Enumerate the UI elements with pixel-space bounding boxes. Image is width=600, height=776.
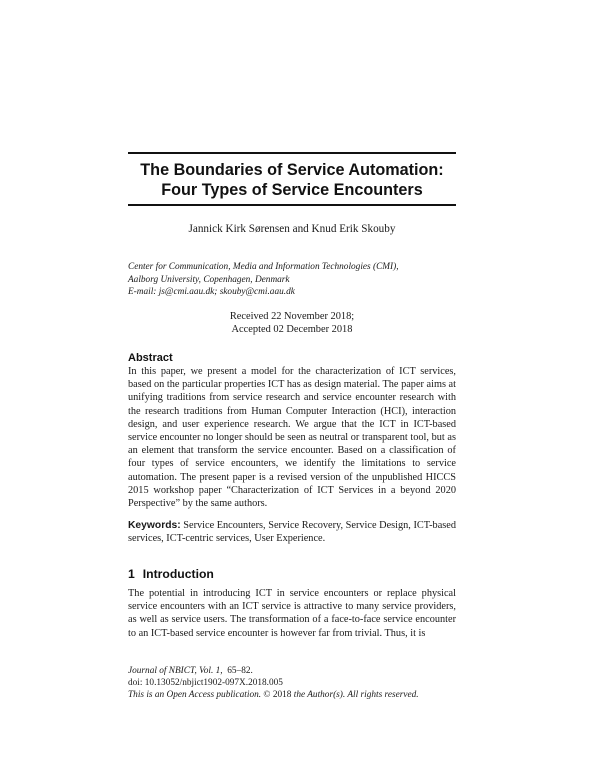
authors: Jannick Kirk Sørensen and Knud Erik Skouby — [188, 223, 396, 235]
affiliation-line-1: Center for Communication, Media and Information Technologies (CMI), — [128, 262, 399, 272]
keywords — [128, 519, 456, 545]
copyright-symbol: © — [263, 690, 271, 700]
license-text: This is an Open Access publication. — [128, 690, 262, 700]
title-top-rule — [128, 152, 456, 154]
affiliation — [128, 261, 458, 299]
section-number: 1 — [128, 567, 135, 581]
title-line-1: The Boundaries of Service Automation: — [140, 161, 444, 179]
paper-title — [128, 160, 456, 200]
introduction-body — [128, 587, 456, 640]
title-line-2: Four Types of Service Encounters — [161, 181, 423, 199]
introduction-heading — [128, 567, 214, 581]
introduction-text: The potential in introducing ICT in service encounters or replace physical service encounters with an ICT service is attractive to many service providers, as well as service users. The transformation of a face-to-face service encounter to an ICT-based service encounter is however far from trivial. Thus, it is — [128, 588, 456, 639]
rights-text: the Author(s). All rights reserved. — [293, 690, 419, 700]
affiliation-line-2: Aalborg University, Copenhagen, Denmark — [128, 274, 290, 285]
copyright-year: 2018 — [272, 690, 292, 700]
received-date: Received 22 November 2018; — [229, 311, 355, 322]
keywords-text: Service Encounters, Service Recovery, Service Design, ICT-based services, ICT-centric services, User Experience. — [128, 520, 456, 545]
affiliation-email: E-mail: js@cmi.aau.dk; skouby@cmi.aau.dk — [128, 287, 295, 297]
keywords-label: Keywords: — [128, 520, 181, 531]
accepted-date: Accepted 02 December 2018 — [231, 324, 353, 335]
page-footer — [128, 665, 458, 701]
section-title: Introduction — [142, 567, 214, 581]
submission-dates — [128, 310, 456, 336]
abstract-body — [128, 365, 456, 510]
doi: doi: 10.13052/nbjict1902-097X.2018.005 — [128, 678, 283, 688]
journal-citation: Journal of NBICT, Vol. 1, — [128, 666, 223, 676]
title-bottom-rule — [128, 204, 456, 206]
page-range: 65–82. — [227, 666, 253, 676]
abstract-heading: Abstract — [128, 352, 173, 364]
abstract-text: In this paper, we present a model for the characterization of ICT services, based on the particular properties ICT has as design material. The paper aims at unifying traditions from service research and service encounter research with the research traditions from Human Computer Interaction (HCI), interaction design, and user experience research. We argue that the ICT in ICT-based service encounter no longer should be seen as neutral or transparent tool, but as an element that transform the service encounter. Based on a classification of four types of service encounters, we identify the limitations to service automation. The present paper is a revised version of the unpublished HICCS 2015 workshop paper “Characterization of ICT Services in a beyond 2020 Perspective” by the same authors. — [128, 366, 456, 510]
